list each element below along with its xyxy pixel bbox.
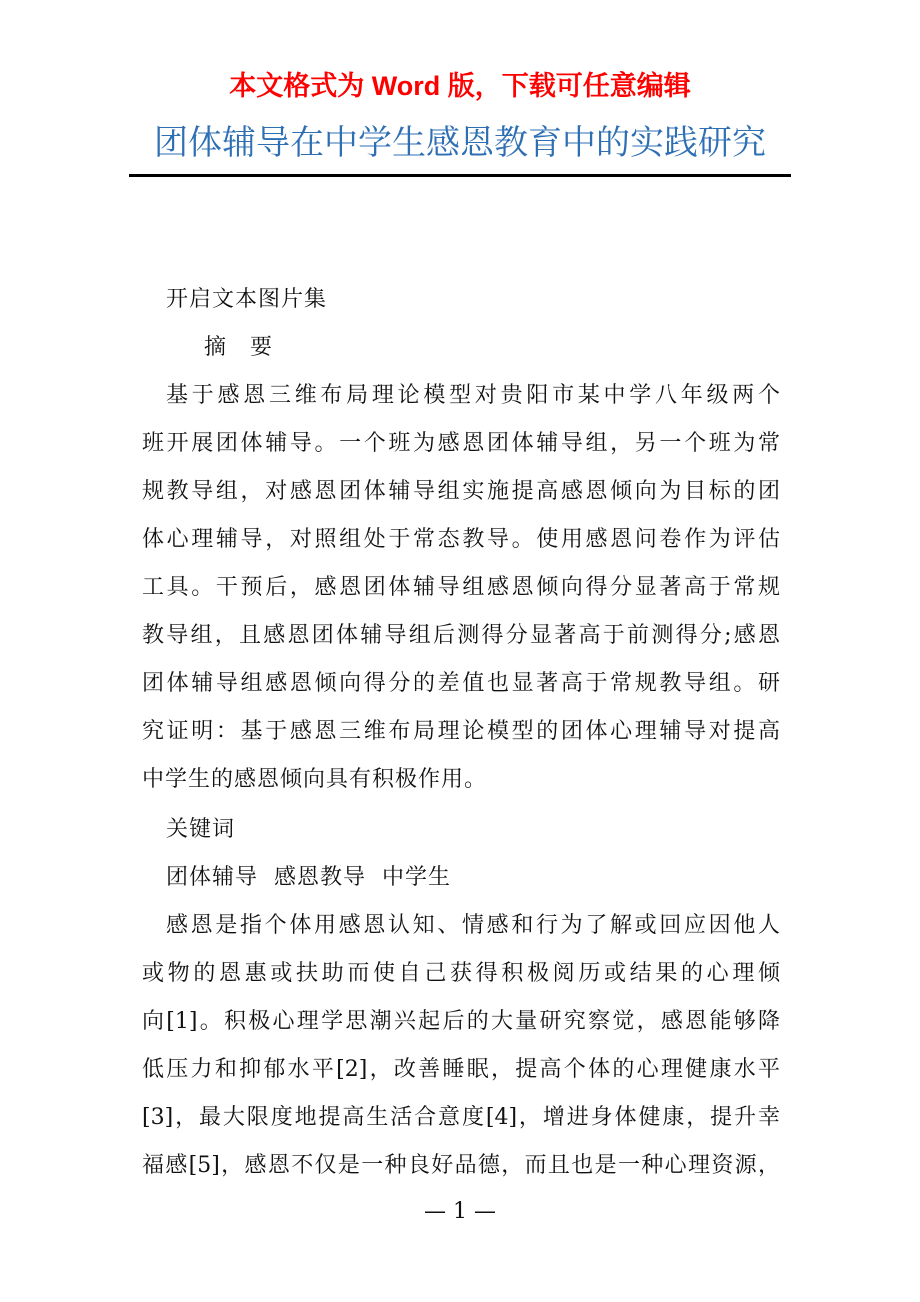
- abstract-line: 基于感恩三维布局理论模型对贵阳市某中学八年级两个: [166, 383, 780, 408]
- abstract-line: 工具。干预后，感恩团体辅导组感恩倾向得分显著高于常规: [142, 575, 780, 600]
- body-line: 低压力和抑郁水平[2]，改善睡眠，提高个体的心理健康水平: [142, 1057, 780, 1082]
- abstract-heading: 摘 要: [204, 335, 274, 360]
- intro-label: 开启文本图片集: [166, 287, 328, 312]
- word-format-banner: 本文格式为 Word 版，下载可任意编辑: [229, 71, 691, 101]
- abstract-line: 团体辅导组感恩倾向得分的差值也显著高于常规教导组。研: [142, 671, 780, 696]
- body-line: 向[1]。积极心理学思潮兴起后的大量研究察觉，感恩能够降: [142, 1009, 780, 1034]
- document-title: 团体辅导在中学生感恩教育中的实践研究: [154, 124, 766, 162]
- header-divider: [129, 174, 791, 177]
- keywords-heading: 关键词: [166, 817, 236, 842]
- body-line: 福感[5]，感恩不仅是一种良好品德，而且也是一种心理资源，: [142, 1153, 780, 1178]
- abstract-line: 体心理辅导，对照组处于常态教导。使用感恩问卷作为评估: [142, 527, 780, 552]
- abstract-line: 班开展团体辅导。一个班为感恩团体辅导组，另一个班为常: [142, 431, 780, 456]
- keywords: 团体辅导 感恩教导 中学生: [166, 865, 451, 890]
- body-line: 或物的恩惠或扶助而使自己获得积极阅历或结果的心理倾: [142, 961, 780, 986]
- abstract-line: 规教导组，对感恩团体辅导组实施提高感恩倾向为目标的团: [142, 479, 780, 504]
- body-line: 感恩是指个体用感恩认知、情感和行为了解或回应因他人: [166, 913, 780, 938]
- abstract-line: 究证明：基于感恩三维布局理论模型的团体心理辅导对提高: [142, 719, 780, 744]
- page-number: — 1 —: [424, 1199, 496, 1224]
- abstract-line: 教导组，且感恩团体辅导组后测得分显著高于前测得分;感恩: [142, 623, 780, 648]
- body-line: [3]，最大限度地提高生活合意度[4]，增进身体健康，提升幸: [142, 1105, 780, 1130]
- abstract-line: 中学生的感恩倾向具有积极作用。: [142, 767, 488, 792]
